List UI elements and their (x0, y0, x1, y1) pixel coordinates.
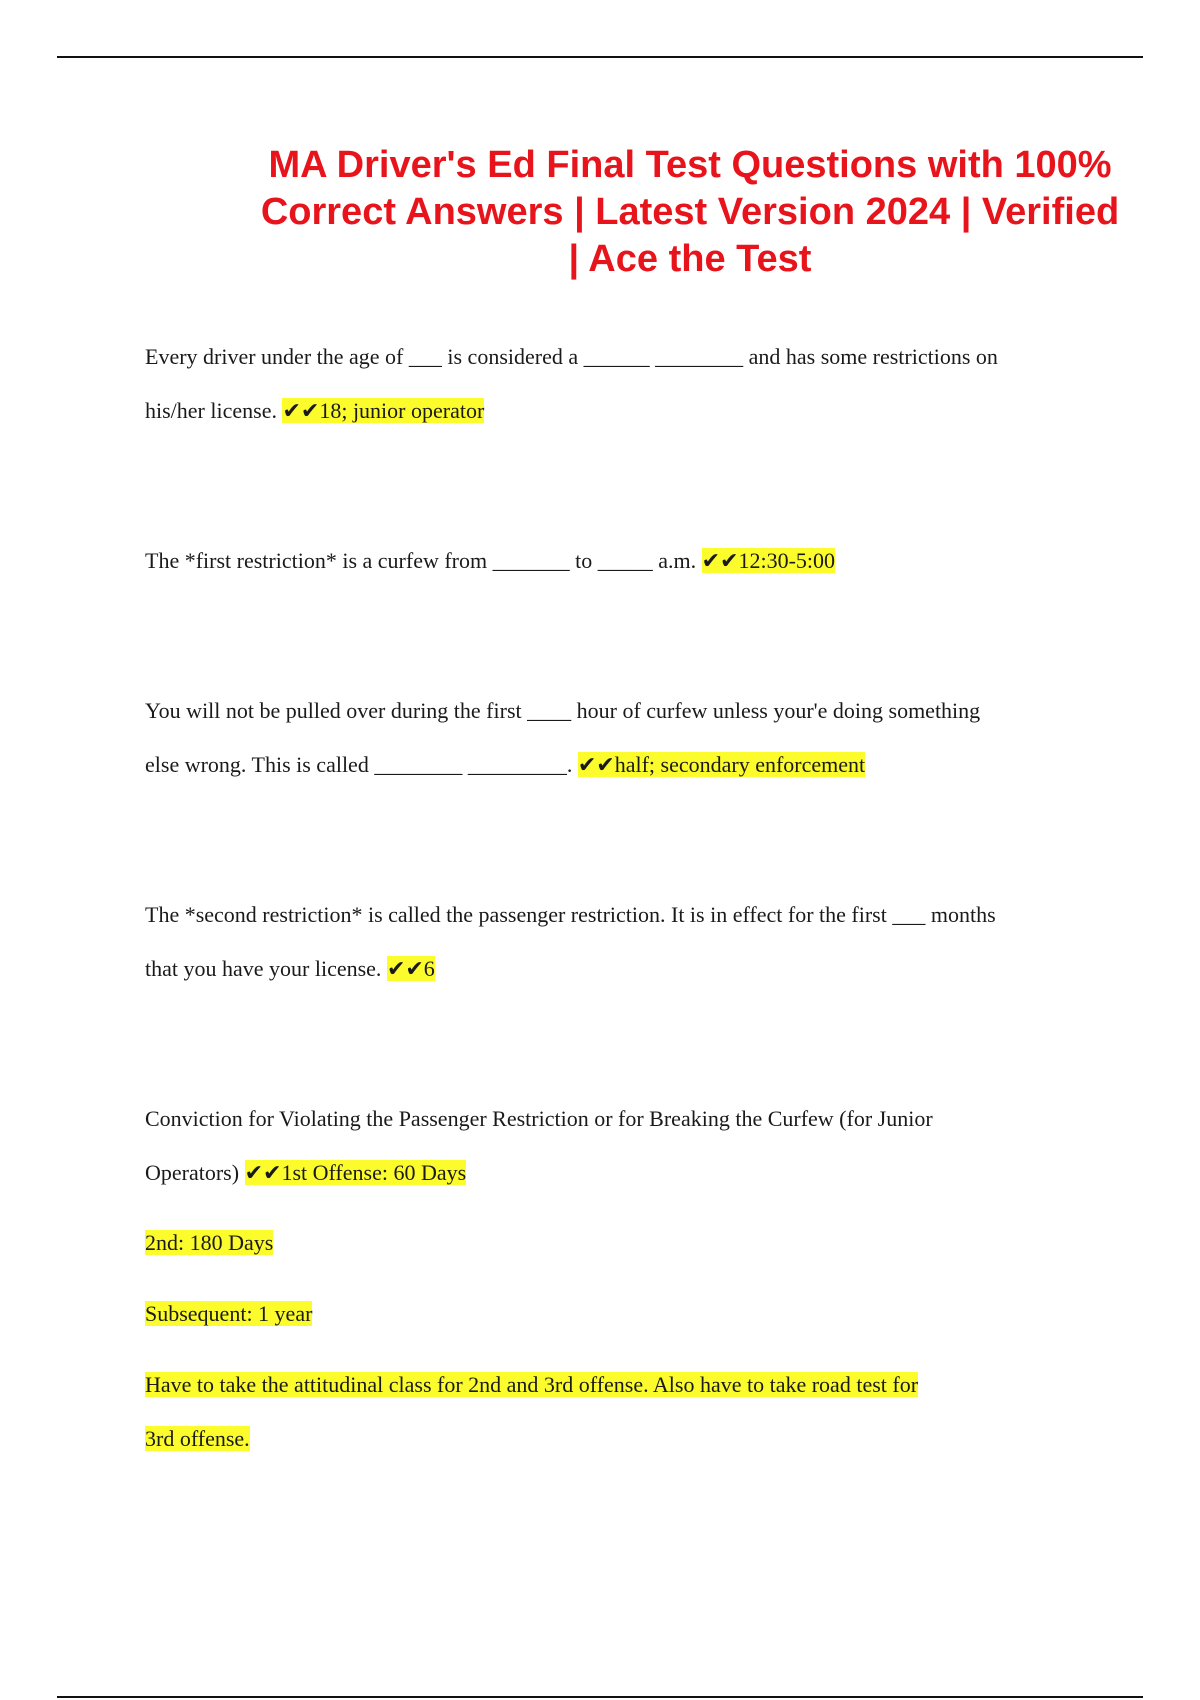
top-rule (57, 56, 1143, 58)
question-2-line-1: The *first restriction* is a curfew from _______ to _____ a.m. (145, 548, 697, 573)
answer-5-note-line-2: 3rd offense. (145, 1426, 250, 1451)
answer-2: ✔✔12:30-5:00 (701, 548, 836, 573)
question-5 (145, 1092, 1085, 1200)
bottom-rule (57, 1696, 1143, 1698)
answer-3: ✔✔half; secondary enforcement (577, 752, 866, 777)
question-1-line-1: Every driver under the age of ___ is considered a ______ ________ and has some restrictions on (145, 344, 998, 369)
question-5-line-1: Conviction for Violating the Passenger Restriction or for Breaking the Curfew (for Junior (145, 1106, 933, 1131)
question-4-line-2: that you have your license. (145, 956, 382, 981)
question-4 (145, 888, 1085, 996)
question-1-line-2: his/her license. (145, 398, 277, 423)
question-3-line-2: else wrong. This is called ________ _________. (145, 752, 573, 777)
question-4-line-1: The *second restriction* is called the passenger restriction. It is in effect for the first ___ months (145, 902, 996, 927)
answer-5-note-line-1: Have to take the attitudinal class for 2nd and 3rd offense. Also have to take road test for (145, 1372, 919, 1397)
question-3-line-1: You will not be pulled over during the first ____ hour of curfew unless your'e doing something (145, 698, 981, 723)
question-5-line-2: Operators) (145, 1160, 240, 1185)
answer-4: ✔✔6 (386, 956, 435, 981)
document-body (145, 330, 1085, 1466)
document-title: MA Driver's Ed Final Test Questions with 100% Correct Answers | Latest Version 2024 | Verified | Ace the Test (260, 144, 1120, 280)
answer-5-subsequent-offense (145, 1287, 1085, 1341)
answer-5: ✔✔1st Offense: 60 Days (244, 1160, 467, 1185)
answer-5-second-offense (145, 1216, 1085, 1270)
answer-5-subsequent-offense-text: Subsequent: 1 year (145, 1301, 313, 1326)
answer-5-second-offense-text: 2nd: 180 Days (145, 1230, 274, 1255)
answer-1: ✔✔18; junior operator (282, 398, 485, 423)
question-1 (145, 330, 1085, 438)
question-3 (145, 684, 1085, 792)
answer-5-note (145, 1358, 1085, 1466)
question-2 (145, 534, 1085, 588)
